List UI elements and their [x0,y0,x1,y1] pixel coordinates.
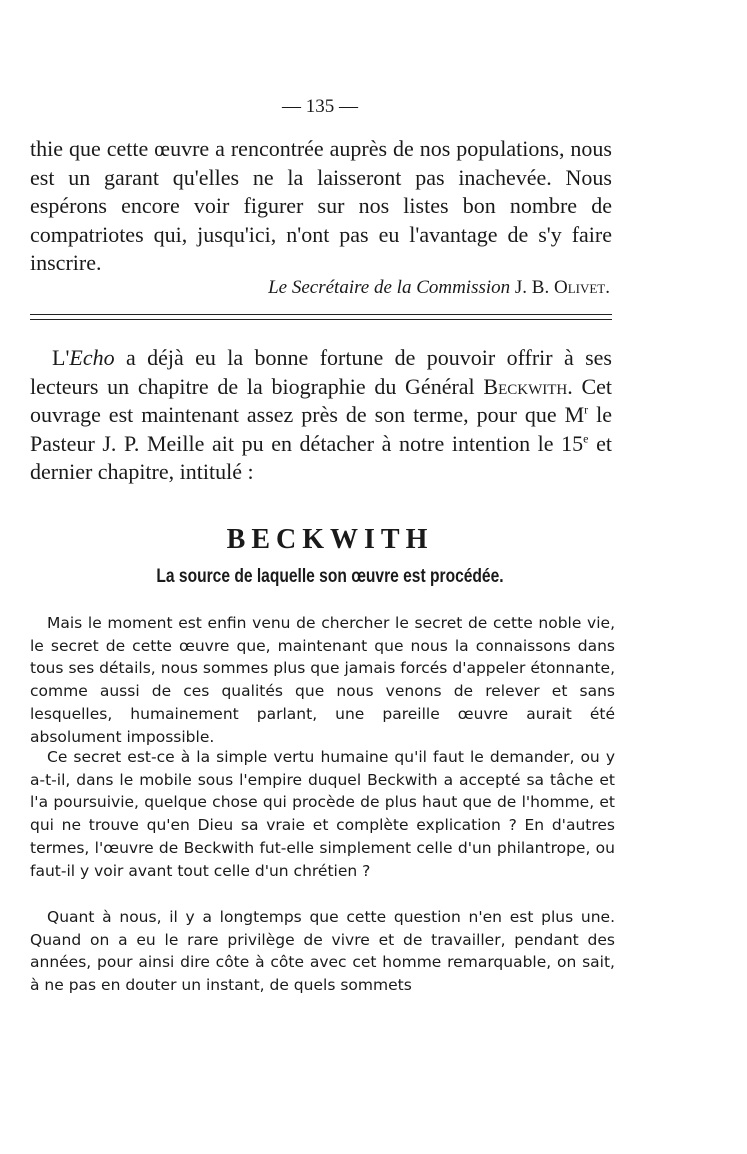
chapter-paragraph [30,746,615,882]
chapter-paragraph-text: Ce secret est-ce à la simple vertu humaine qu'il faut le demander, ou y a-t-il, dans le mobile sous l'empire duquel Beckwith a accepté sa tâche et l'a poursuivie, quelque chose qui procède de plus haut que de l'homme, et qui ne trouve qu'en Dieu sa vraie et complète explication ? En d'autres termes, l'œuvre de Beckwith fut-elle simplement celle d'un philantrope, ou faut-il y voir avant tout celle d'un chrétien ? [30,748,615,880]
echo-paragraph [30,344,612,487]
mr-superscript: r [584,402,589,417]
echo-text-1: a déjà eu la bonne fortune de pouvoir offrir à ses lecteurs un chapitre de la biographie du Général [30,345,612,399]
section-divider-top [30,314,612,315]
ordinal-superscript: e [583,431,589,446]
chapter-paragraph [30,612,615,748]
section-divider-bottom [30,319,612,320]
echo-word: Echo [69,345,115,370]
chapter-paragraph-text: Mais le moment est enfin venu de chercher le secret de cette noble vie, le secret de cette œuvre que, maintenant que nous la connaissons dans tous ses détails, nous sommes plus que jamais forcés d'appeler étonnante, comme aussi de ces qualités que nous venons de relever et sans lesquelles, humainement parlant, une pareille œuvre aurait été absolument impossible. [30,614,615,746]
signature-initials: J. B. [514,277,550,298]
intro-paragraph-text: thie que cette œuvre a rencontrée auprès de nos populations, nous est un garant qu'elles ne la laisseront pas inachevée. Nous espérons encore voir figurer sur nos listes bon nombre de compatriotes qui, jusqu'ici, n'ont pas eu l'avantage de s'y faire inscrire. [30,136,612,276]
chapter-subtitle: La source de laquelle son œuvre est procédée. [156,566,504,587]
echo-paragraph-text [30,344,612,487]
signature-line [30,277,610,299]
page-number: — 135 — [282,96,358,117]
echo-prefix: L' [52,345,70,370]
signature-surname: Olivet. [553,277,610,298]
chapter-paragraph [30,906,615,997]
chapter-paragraph-text: Quant à nous, il y a longtemps que cette question n'en est plus une. Quand on a eu le rare privilège de vivre et de travailler, pendant des années, pour ainsi dire côte à côte avec cet homme remarquable, on sait, à ne pas en douter un instant, de quels sommets [30,908,615,995]
echo-text-3: le Pasteur J. P. Meille ait pu en détacher à notre intention le 15 [30,402,612,456]
chapter-title: BECKWITH [226,524,434,555]
beckwith-name: Beckwith [483,373,568,399]
echo-text-4: et dernier chapitre, intitulé : [30,430,612,485]
signature-role: Le Secrétaire de la Commission [268,277,511,298]
intro-paragraph [30,135,612,278]
echo-text-2: . Cet ouvrage est maintenant assez près de son terme, pour que M [30,373,612,428]
